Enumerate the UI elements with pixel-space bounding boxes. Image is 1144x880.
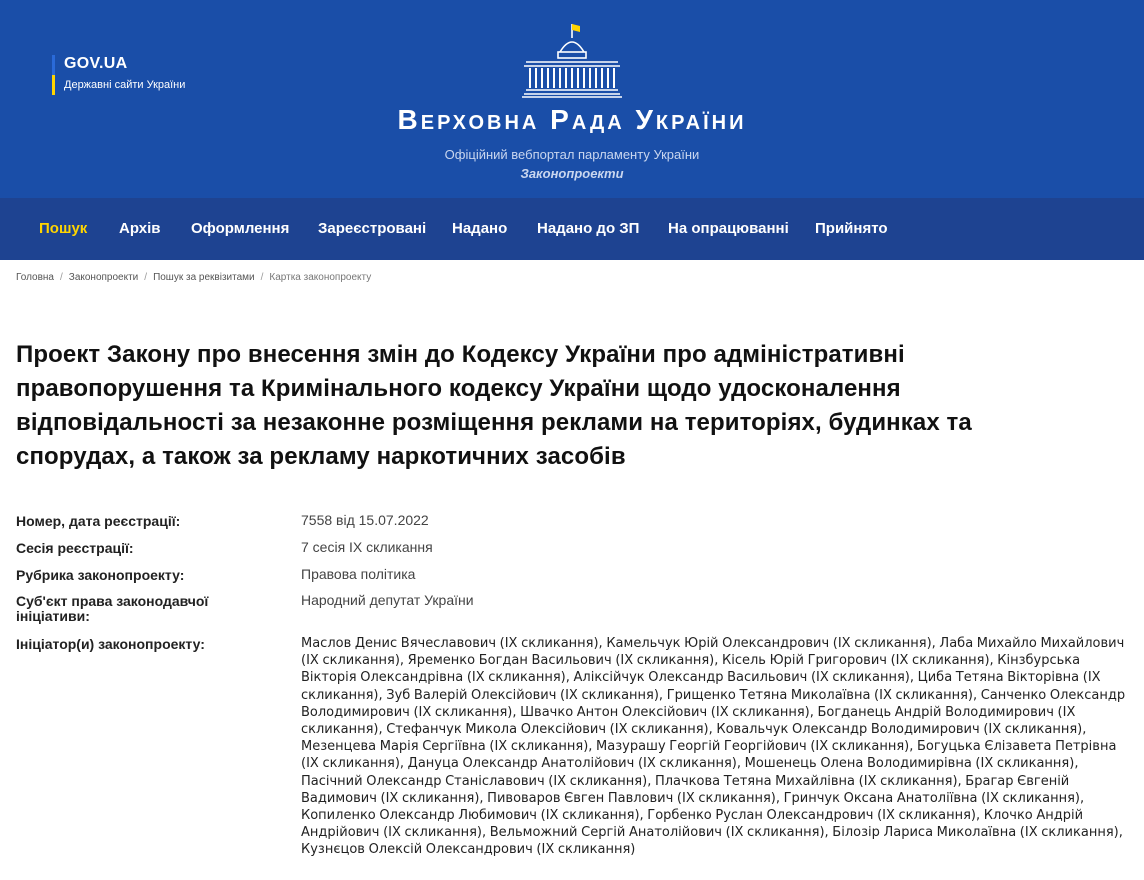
nav-item-adopted[interactable]: Прийнято: [815, 220, 888, 237]
page-title: Проект Закону про внесення змін до Кодексу України про адміністративні правопорушення та Кримінального кодексу України щодо удосконалення відповідальності за незаконне розміщення реклами на територіях, будинках та спорудах, а також за рекламу наркотичних засобів: [16, 341, 972, 470]
site-title[interactable]: Верховна Рада України: [397, 104, 747, 135]
nav-item-provided[interactable]: Надано: [452, 220, 508, 237]
nav-item-in-processing[interactable]: На опрацюванні: [668, 220, 789, 237]
breadcrumb-search[interactable]: Пошук за реквізитами: [153, 272, 255, 283]
nav-item-search[interactable]: Пошук: [39, 220, 88, 237]
parliament-building-icon[interactable]: [522, 22, 622, 98]
nav-item-registered[interactable]: Зареєстровані: [318, 220, 427, 237]
field-label-rubric: Рубрика законопроекту:: [16, 567, 185, 583]
breadcrumb-current: Картка законопроекту: [269, 272, 372, 283]
breadcrumb-home[interactable]: Головна: [16, 272, 54, 283]
nav-item-provided-to-zp[interactable]: Надано до ЗП: [537, 220, 640, 237]
field-value-rubric: Правова політика: [301, 566, 416, 582]
gov-ua-link[interactable]: [52, 55, 185, 95]
field-label-number-date: Номер, дата реєстрації:: [16, 513, 181, 529]
site-header: [0, 0, 1144, 198]
breadcrumb: Головна / Законопроекти / Пошук за реквізитами / Картка законопроекту: [16, 272, 372, 283]
breadcrumb-bills[interactable]: Законопроекти: [68, 272, 139, 283]
field-value-initiators: Маслов Денис Вячеславович (IX скликання), Камельчук Юрій Олександрович (IX скликання), Лаба Михайло Михайлович (IX скликання), Яременко Богдан Васильович (IX скликання), Кісель Юрій Григорович (IX скликання), Кінзбурська Вікторія Олександрівна (IX скликання), Аліксійчук Олександр Васильович (IX скликання), Циба Тетяна Вікторівна (IX скликання), Зуб Валерій Олексійович (IX скликання), Грищенко Тетяна Миколаївна (IX скликання), Санченко Олександр Володимирович (IX скликання), Швачко Антон Олексійович (IX скликання), Богданець Андрій Володимирович (IX скликання), Стефанчук Микола Олексійович (IX скликання), Ковальчук Олександр Володимирович (IX скликання), Мезенцева Марія Сергіївна (IX скликання), Мазурашу Георгій Георгійович (IX скликання), Богуцька Єлізавета Петрівна (IX скликання), Дануца Олександр Анатолійович (IX скликання), Мошенець Олена Володимирівна (IX скликання), Пасічний Олександр Станіславович (IX скликання), Плачкова Тетяна Михайлівна (IX скликання), Брагар Євгеній Вадимович (IX скликання), Пивоваров Євген Павлович (IX скликання), Гринчук Оксана Анатоліївна (IX скликання), Копиленко Олександр Любимович (IX скликання), Горбенко Руслан Олександрович (IX скликання), Клочко Андрій Андрійович (IX скликання), Вельможний Сергій Анатолійович (IX скликання), Білозір Лариса Миколаївна (IX скликання), Кузнєцов Олексій Олександрович (IX скликання): [301, 636, 1126, 858]
field-label-session: Сесія реєстрації:: [16, 540, 134, 556]
ukraine-flag-bar: [52, 55, 55, 95]
site-subtitle: Офіційний вебпортал парламенту України: [444, 147, 700, 162]
main-nav: [0, 198, 1144, 260]
field-value-number-date: 7558 від 15.07.2022: [301, 512, 429, 528]
gov-ua-subtitle: Державні сайти України: [64, 79, 186, 91]
field-value-subject: Народний депутат України: [301, 592, 474, 608]
nav-item-archive[interactable]: Архів: [119, 220, 161, 237]
field-value-session: 7 сесія IX скликання: [301, 539, 433, 555]
field-label-initiators: Ініціатор(и) законопроекту:: [16, 636, 205, 652]
field-label-subject: Суб'єкт права законодавчої ініціативи:: [16, 593, 209, 624]
gov-ua-title: GOV.UA: [64, 55, 128, 72]
nav-item-formation[interactable]: Оформлення: [191, 220, 290, 237]
site-section: Законопроекти: [520, 166, 624, 181]
